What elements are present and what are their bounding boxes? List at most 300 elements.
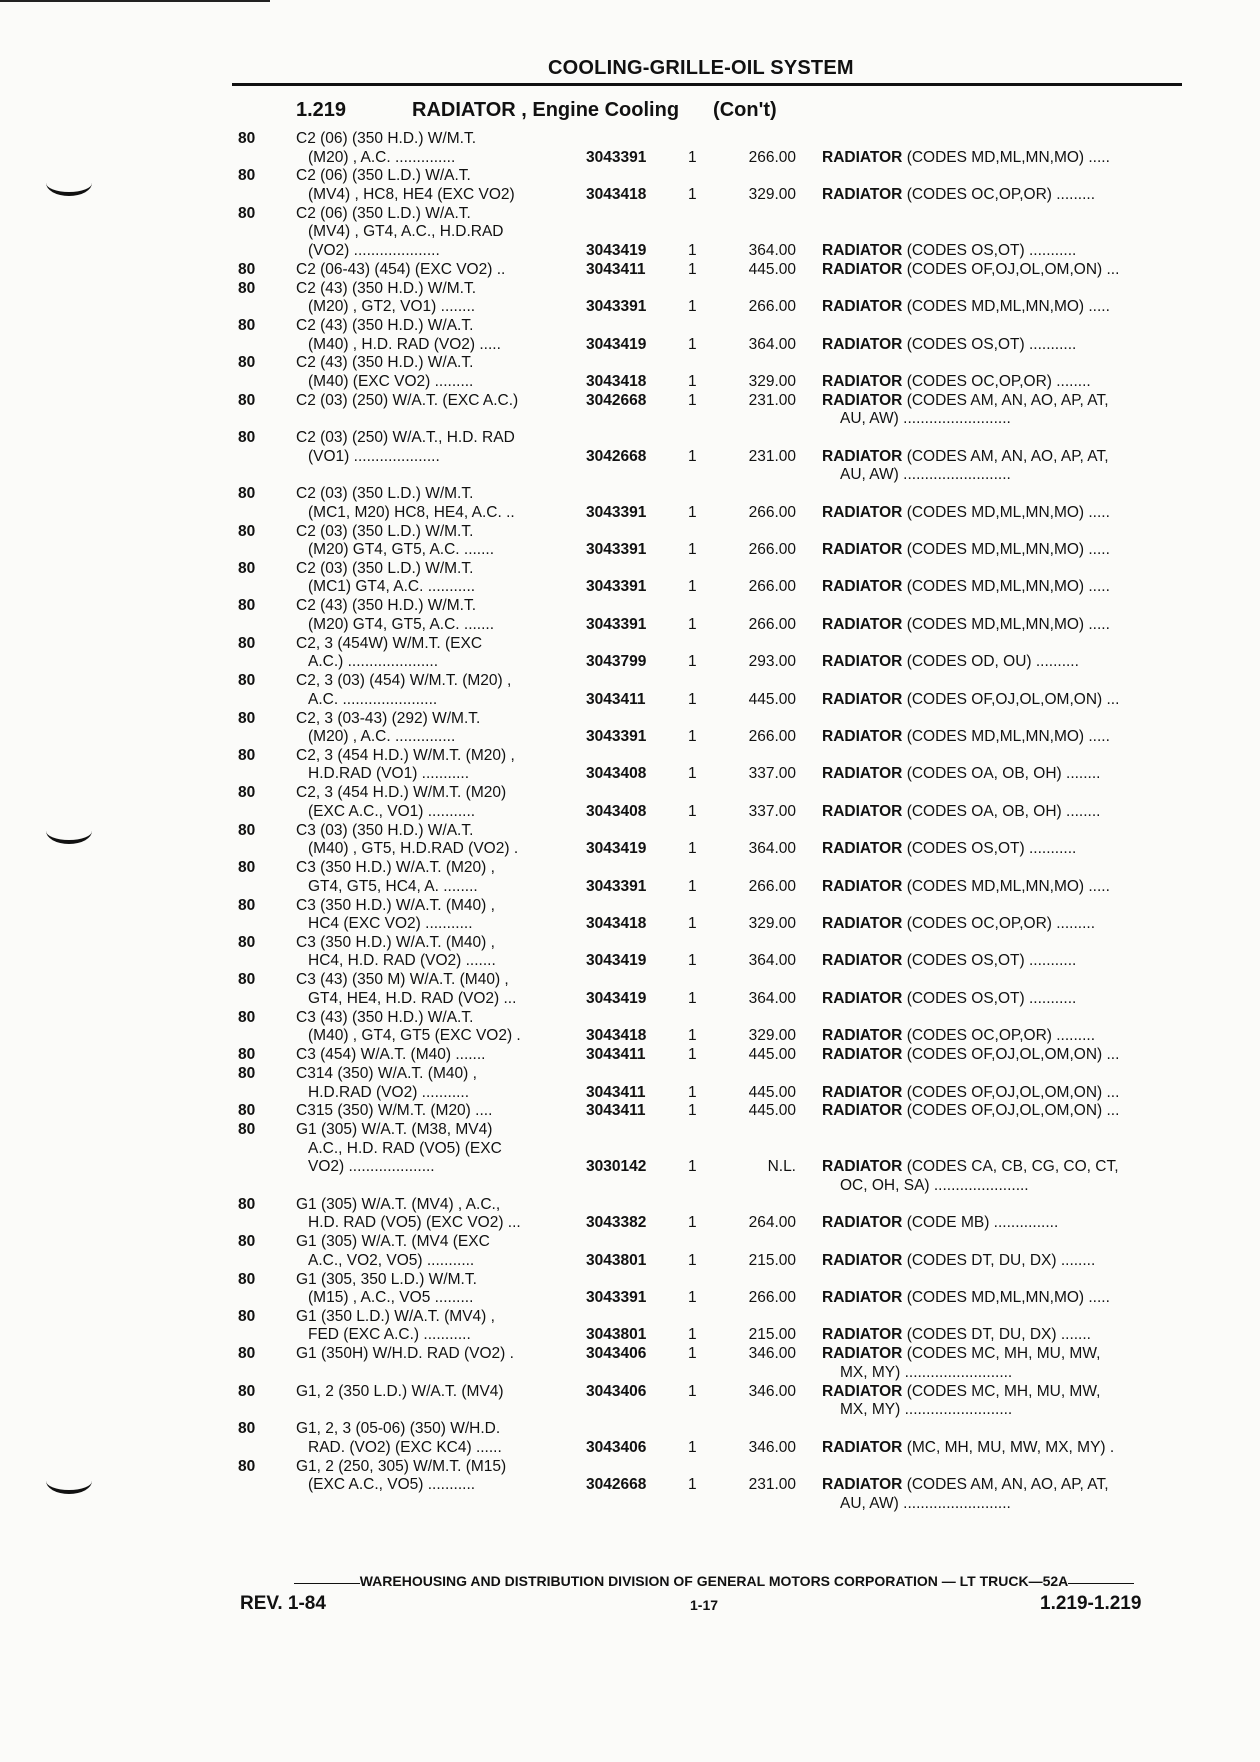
figure-number: 80 bbox=[238, 1345, 256, 1363]
quantity: 1 bbox=[688, 1251, 697, 1269]
description bbox=[296, 1046, 582, 1065]
price: 266.00 bbox=[748, 728, 796, 745]
part-name-line bbox=[822, 691, 1184, 710]
part-name-bold: RADIATOR bbox=[822, 185, 903, 203]
part-number: 3043391 bbox=[586, 615, 647, 633]
price: 266.00 bbox=[748, 1289, 796, 1306]
part-name-line bbox=[822, 653, 1184, 672]
description-line: (M20) , A.C. .............. bbox=[308, 148, 456, 166]
quantity: 1 bbox=[688, 915, 697, 932]
part-codes: (CODES MD,ML,MN,MO) ..... bbox=[906, 541, 1110, 558]
description bbox=[296, 1383, 582, 1402]
part-name-bold: RADIATOR bbox=[822, 241, 903, 259]
part-name-line bbox=[822, 373, 1184, 392]
quantity: 1 bbox=[688, 728, 697, 745]
part-name-bold: RADIATOR bbox=[822, 1382, 903, 1400]
part-number: 3043382 bbox=[586, 1214, 647, 1232]
figure-number: 80 bbox=[238, 709, 256, 727]
part-codes: (CODES MD,ML,MN,MO) ..... bbox=[906, 148, 1110, 166]
description bbox=[296, 1420, 582, 1457]
figure-number: 80 bbox=[238, 130, 256, 147]
description-line: G1, 2 (350 L.D.) W/A.T. (MV4) bbox=[296, 1382, 504, 1400]
part-codes: (CODES MD,ML,MN,MO) ..... bbox=[906, 503, 1110, 521]
part-codes-continued: MX, MY) ......................... bbox=[840, 1401, 1013, 1419]
part-number: 3030142 bbox=[586, 1158, 647, 1176]
part-codes: (CODES MC, MH, MU, MW, bbox=[906, 1345, 1101, 1363]
part-codes-continued: AU, AW) ......................... bbox=[840, 410, 1011, 428]
part-name-bold: RADIATOR bbox=[822, 915, 903, 932]
description bbox=[296, 822, 582, 859]
part-name bbox=[822, 691, 1184, 710]
description-line: A.C., VO2, VO5) ........... bbox=[308, 1251, 475, 1269]
part-name-line bbox=[822, 1046, 1184, 1065]
part-name-bold: RADIATOR bbox=[822, 1438, 903, 1456]
description-line: C3 (454) W/A.T. (M40) ....... bbox=[296, 1046, 486, 1064]
price: 445.00 bbox=[748, 1102, 796, 1120]
part-name-bold: RADIATOR bbox=[822, 989, 903, 1007]
description-line: G1 (350 L.D.) W/A.T. (MV4) , bbox=[296, 1307, 495, 1325]
description-line: G1 (305) W/A.T. (MV4 (EXC bbox=[296, 1233, 490, 1251]
quantity: 1 bbox=[688, 877, 697, 895]
part-name-bold: RADIATOR bbox=[822, 541, 903, 558]
figure-number: 80 bbox=[238, 485, 256, 503]
price: 445.00 bbox=[748, 1083, 796, 1101]
part-name-bold: RADIATOR bbox=[822, 1326, 903, 1344]
part-codes: (CODES OS,OT) ........... bbox=[906, 335, 1077, 353]
figure-number: 80 bbox=[238, 1457, 256, 1475]
part-name-line bbox=[822, 186, 1184, 205]
part-codes: (CODES OS,OT) ........... bbox=[906, 989, 1077, 1007]
description-line: C3 (43) (350 H.D.) W/A.T. bbox=[296, 1008, 474, 1026]
part-name-bold: RADIATOR bbox=[822, 1046, 903, 1064]
part-number: 3043801 bbox=[586, 1326, 647, 1344]
description-line: (VO2) .................... bbox=[308, 241, 440, 259]
price: 231.00 bbox=[748, 447, 796, 465]
part-name bbox=[822, 653, 1184, 672]
binder-hole-mark bbox=[46, 818, 92, 844]
part-name-line bbox=[822, 990, 1184, 1009]
part-codes: (MC, MH, MU, MW, MX, MY) . bbox=[906, 1438, 1115, 1456]
section-number: 1.219 bbox=[296, 99, 347, 121]
description-line: (MC1) GT4, A.C. ........... bbox=[308, 578, 476, 596]
figure-number: 80 bbox=[238, 354, 256, 372]
figure-number: 80 bbox=[238, 896, 256, 914]
part-number: 3043799 bbox=[586, 653, 647, 671]
part-name bbox=[822, 149, 1184, 168]
part-name bbox=[822, 298, 1184, 317]
part-name-line bbox=[822, 448, 1184, 467]
part-codes: (CODES MD,ML,MN,MO) ..... bbox=[906, 578, 1110, 596]
description-line: (M20) , A.C. .............. bbox=[308, 728, 456, 745]
price: N.L. bbox=[767, 1158, 796, 1176]
part-number: 3043406 bbox=[586, 1382, 647, 1400]
description-line: (EXC A.C., VO5) ........... bbox=[308, 1476, 476, 1493]
quantity: 1 bbox=[688, 185, 697, 203]
part-name-bold: RADIATOR bbox=[822, 840, 903, 858]
part-number: 3043419 bbox=[586, 335, 647, 353]
part-name-line bbox=[822, 541, 1184, 560]
section-range: 1.219-1.219 bbox=[1040, 1593, 1142, 1614]
part-name-line bbox=[822, 878, 1184, 897]
part-name-bold: RADIATOR bbox=[822, 1158, 903, 1176]
description-line: (M40) (EXC VO2) ......... bbox=[308, 372, 474, 390]
description-line: A.C.) ..................... bbox=[308, 653, 439, 671]
part-number: 3043408 bbox=[586, 765, 647, 783]
part-name-line bbox=[822, 803, 1184, 822]
figure-number: 80 bbox=[238, 260, 256, 278]
description-line: C2 (06) (350 L.D.) W/A.T. bbox=[296, 204, 471, 222]
figure-number: 80 bbox=[238, 746, 256, 764]
description bbox=[296, 710, 582, 747]
description-line: (EXC A.C., VO1) ........... bbox=[308, 802, 476, 820]
description-line: C315 (350) W/M.T. (M20) .... bbox=[296, 1102, 493, 1120]
section-continued: (Con't) bbox=[713, 99, 777, 121]
description-line: HC4 (EXC VO2) ........... bbox=[308, 915, 473, 932]
description bbox=[296, 971, 582, 1008]
figure-number: 80 bbox=[238, 1065, 256, 1082]
figure-number: 80 bbox=[238, 1008, 256, 1026]
footer-division-text: WAREHOUSING AND DISTRIBUTION DIVISION OF GENERAL MOTORS CORPORATION — LT TRUCK—52A bbox=[359, 1573, 1069, 1589]
part-name-bold: RADIATOR bbox=[822, 728, 903, 745]
part-codes: (CODES OS,OT) ........... bbox=[906, 952, 1077, 970]
part-name bbox=[822, 616, 1184, 635]
part-name-line bbox=[822, 915, 1184, 934]
description-line: (M40) , GT4, GT5 (EXC VO2) . bbox=[308, 1027, 521, 1045]
description bbox=[296, 934, 582, 971]
description-line: VO2) .................... bbox=[308, 1158, 435, 1176]
part-name-line bbox=[822, 616, 1184, 635]
quantity: 1 bbox=[688, 335, 697, 353]
description-line: C314 (350) W/A.T. (M40) , bbox=[296, 1065, 477, 1082]
part-name-line bbox=[822, 1289, 1184, 1308]
part-name-line bbox=[822, 1158, 1184, 1177]
description-line: H.D. RAD (VO5) (EXC VO2) ... bbox=[308, 1214, 521, 1232]
part-name-bold: RADIATOR bbox=[822, 447, 903, 465]
description bbox=[296, 130, 582, 167]
quantity: 1 bbox=[688, 952, 697, 970]
part-codes: (CODES OC,OP,OR) ......... bbox=[906, 1027, 1096, 1045]
figure-number: 80 bbox=[238, 391, 256, 409]
part-codes: (CODES MD,ML,MN,MO) ..... bbox=[906, 877, 1110, 895]
figure-number: 80 bbox=[238, 429, 256, 447]
description-line: (MV4) , GT4, A.C., H.D.RAD bbox=[308, 223, 504, 241]
part-name bbox=[822, 1027, 1184, 1046]
price: 346.00 bbox=[748, 1382, 796, 1400]
part-name-bold: RADIATOR bbox=[822, 877, 903, 895]
part-codes: (CODES OF,OJ,OL,OM,ON) ... bbox=[906, 690, 1120, 708]
part-name bbox=[822, 840, 1184, 859]
part-name-bold: RADIATOR bbox=[822, 615, 903, 633]
part-name-bold: RADIATOR bbox=[822, 1251, 903, 1269]
description bbox=[296, 784, 582, 821]
part-number: 3043391 bbox=[586, 1289, 647, 1306]
price: 329.00 bbox=[748, 915, 796, 932]
quantity: 1 bbox=[688, 1046, 697, 1064]
part-name-line bbox=[822, 392, 1184, 411]
description-line: C2 (43) (350 H.D.) W/M.T. bbox=[296, 597, 476, 615]
part-codes: (CODES MD,ML,MN,MO) ..... bbox=[906, 1289, 1110, 1306]
quantity: 1 bbox=[688, 1102, 697, 1120]
part-name-bold: RADIATOR bbox=[822, 260, 903, 278]
part-name-line bbox=[822, 504, 1184, 523]
part-name bbox=[822, 1383, 1184, 1420]
figure-number: 80 bbox=[238, 821, 256, 839]
part-codes: (CODE MB) ............... bbox=[906, 1214, 1059, 1232]
part-name-bold: RADIATOR bbox=[822, 391, 903, 409]
description bbox=[296, 1458, 582, 1495]
description-line: G1, 2, 3 (05-06) (350) W/H.D. bbox=[296, 1420, 501, 1438]
quantity: 1 bbox=[688, 1158, 697, 1176]
description bbox=[296, 1009, 582, 1046]
part-name-line bbox=[822, 336, 1184, 355]
part-codes: (CODES OC,OP,OR) ......... bbox=[906, 915, 1096, 932]
part-codes: (CODES OF,OJ,OL,OM,ON) ... bbox=[906, 1083, 1120, 1101]
part-name-bold: RADIATOR bbox=[822, 372, 903, 390]
part-name bbox=[822, 373, 1184, 392]
description-line: A.C. ...................... bbox=[308, 690, 438, 708]
price: 231.00 bbox=[748, 391, 796, 409]
figure-number: 80 bbox=[238, 167, 256, 185]
part-codes: (CODES AM, AN, AO, AP, AT, bbox=[906, 447, 1109, 465]
part-name-bold: RADIATOR bbox=[822, 653, 903, 671]
figure-number: 80 bbox=[238, 784, 256, 802]
figure-number: 80 bbox=[238, 597, 256, 615]
figure-number: 80 bbox=[238, 933, 256, 951]
part-number: 3043391 bbox=[586, 148, 647, 166]
description-line: C3 (03) (350 H.D.) W/A.T. bbox=[296, 821, 474, 839]
part-number: 3043391 bbox=[586, 298, 647, 316]
description bbox=[296, 597, 582, 634]
description bbox=[296, 317, 582, 354]
part-name-line bbox=[822, 261, 1184, 280]
part-name-line bbox=[822, 1084, 1184, 1103]
quantity: 1 bbox=[688, 1214, 697, 1232]
part-name-line bbox=[822, 840, 1184, 859]
part-codes: (CODES OF,OJ,OL,OM,ON) ... bbox=[906, 260, 1120, 278]
part-number: 3043391 bbox=[586, 728, 647, 745]
description bbox=[296, 859, 582, 896]
description-line: (M20) GT4, GT5, A.C. ....... bbox=[308, 541, 495, 558]
part-number: 3043419 bbox=[586, 989, 647, 1007]
part-codes: (CODES OS,OT) ........... bbox=[906, 241, 1077, 259]
price: 445.00 bbox=[748, 1046, 796, 1064]
figure-number: 80 bbox=[238, 279, 256, 297]
part-name bbox=[822, 952, 1184, 971]
part-name bbox=[822, 1476, 1184, 1513]
quantity: 1 bbox=[688, 578, 697, 596]
part-number: 3043406 bbox=[586, 1438, 647, 1456]
description bbox=[296, 392, 582, 411]
figure-number: 80 bbox=[238, 1420, 256, 1438]
description-line: C2, 3 (454 H.D.) W/M.T. (M20) bbox=[296, 784, 507, 802]
quantity: 1 bbox=[688, 1382, 697, 1400]
part-number: 3043419 bbox=[586, 241, 647, 259]
part-name bbox=[822, 578, 1184, 597]
description-line: C2 (03) (350 L.D.) W/M.T. bbox=[296, 485, 474, 503]
figure-number: 80 bbox=[238, 1046, 256, 1064]
part-name bbox=[822, 915, 1184, 934]
section-name: RADIATOR bbox=[412, 99, 516, 121]
description-line: C2 (43) (350 H.D.) W/M.T. bbox=[296, 279, 476, 297]
binder-hole-mark bbox=[46, 1468, 92, 1494]
part-name-line bbox=[822, 1345, 1184, 1364]
part-name-bold: RADIATOR bbox=[822, 690, 903, 708]
description-line: H.D.RAD (VO2) ........... bbox=[308, 1083, 470, 1101]
part-name bbox=[822, 1289, 1184, 1308]
part-codes: (CODES MD,ML,MN,MO) ..... bbox=[906, 728, 1110, 745]
part-codes: (CODES AM, AN, AO, AP, AT, bbox=[906, 1476, 1109, 1493]
price: 266.00 bbox=[748, 615, 796, 633]
quantity: 1 bbox=[688, 1289, 697, 1306]
part-name-line bbox=[822, 1252, 1184, 1271]
description-line: C3 (350 H.D.) W/A.T. (M40) , bbox=[296, 896, 495, 914]
figure-number: 80 bbox=[238, 672, 256, 690]
description-line: G1, 2 (250, 305) W/M.T. (M15) bbox=[296, 1457, 507, 1475]
price: 445.00 bbox=[748, 260, 796, 278]
part-name-bold: RADIATOR bbox=[822, 148, 903, 166]
description bbox=[296, 1121, 582, 1177]
part-name-bold: RADIATOR bbox=[822, 1476, 903, 1493]
part-name-bold: RADIATOR bbox=[822, 335, 903, 353]
description bbox=[296, 747, 582, 784]
figure-number: 80 bbox=[238, 522, 256, 540]
part-name bbox=[822, 765, 1184, 784]
price: 364.00 bbox=[748, 335, 796, 353]
part-name-line bbox=[822, 149, 1184, 168]
figure-number: 80 bbox=[238, 559, 256, 577]
quantity: 1 bbox=[688, 1345, 697, 1363]
description bbox=[296, 1308, 582, 1345]
quantity: 1 bbox=[688, 653, 697, 671]
description-line: C2, 3 (454W) W/M.T. (EXC bbox=[296, 634, 483, 652]
part-name-bold: RADIATOR bbox=[822, 1214, 903, 1232]
description bbox=[296, 1196, 582, 1233]
part-name-bold: RADIATOR bbox=[822, 1102, 903, 1120]
price: 266.00 bbox=[748, 578, 796, 596]
footer-division bbox=[246, 1573, 1182, 1589]
part-name bbox=[822, 336, 1184, 355]
part-number: 3043411 bbox=[586, 690, 646, 708]
description-line: C2 (06) (350 L.D.) W/A.T. bbox=[296, 167, 471, 185]
part-codes: (CODES MD,ML,MN,MO) ..... bbox=[906, 298, 1110, 316]
figure-number: 80 bbox=[238, 1307, 256, 1325]
figure-number: 80 bbox=[238, 1270, 256, 1288]
description bbox=[296, 897, 582, 934]
part-codes: (CODES AM, AN, AO, AP, AT, bbox=[906, 391, 1109, 409]
price: 329.00 bbox=[748, 185, 796, 203]
part-codes-continued: OC, OH, SA) ...................... bbox=[840, 1176, 1029, 1194]
description-line: (M20) , GT2, VO1) ........ bbox=[308, 298, 476, 316]
price: 337.00 bbox=[748, 802, 796, 820]
description-line: G1 (305, 350 L.D.) W/M.T. bbox=[296, 1270, 477, 1288]
part-codes: (CODES DT, DU, DX) ....... bbox=[906, 1326, 1091, 1344]
section-heading bbox=[296, 99, 777, 122]
footer-rule-left bbox=[294, 1583, 360, 1584]
binder-hole-mark bbox=[46, 170, 92, 196]
part-codes-continued: AU, AW) ......................... bbox=[840, 1494, 1011, 1512]
part-name bbox=[822, 541, 1184, 560]
part-number: 3043418 bbox=[586, 185, 647, 203]
part-name-bold: RADIATOR bbox=[822, 1083, 903, 1101]
part-name bbox=[822, 1214, 1184, 1233]
description-line: G1 (305) W/A.T. (M38, MV4) bbox=[296, 1121, 493, 1139]
part-name-bold: RADIATOR bbox=[822, 1289, 903, 1306]
part-name bbox=[822, 1326, 1184, 1345]
part-codes: (CODES MC, MH, MU, MW, bbox=[906, 1382, 1101, 1400]
figure-number: 80 bbox=[238, 634, 256, 652]
description bbox=[296, 1271, 582, 1308]
part-name-line bbox=[822, 765, 1184, 784]
part-name bbox=[822, 803, 1184, 822]
description-line: C3 (350 H.D.) W/A.T. (M40) , bbox=[296, 933, 495, 951]
description-line: C2, 3 (03) (454) W/M.T. (M20) , bbox=[296, 672, 512, 690]
price: 364.00 bbox=[748, 840, 796, 858]
description-line: (M20) GT4, GT5, A.C. ....... bbox=[308, 615, 495, 633]
part-name bbox=[822, 1084, 1184, 1103]
description bbox=[296, 560, 582, 597]
part-name-line bbox=[822, 1476, 1184, 1495]
part-name bbox=[822, 1345, 1184, 1382]
quantity: 1 bbox=[688, 989, 697, 1007]
figure-number: 80 bbox=[238, 1195, 256, 1213]
part-number: 3043801 bbox=[586, 1251, 647, 1269]
figure-number: 80 bbox=[238, 1102, 256, 1120]
part-number: 3043406 bbox=[586, 1345, 647, 1363]
section-subname: , Engine Cooling bbox=[521, 99, 680, 121]
part-number: 3043419 bbox=[586, 952, 647, 970]
description bbox=[296, 1233, 582, 1270]
part-name-line bbox=[822, 242, 1184, 261]
part-number: 3043411 bbox=[586, 1046, 646, 1064]
quantity: 1 bbox=[688, 503, 697, 521]
part-codes: (CODES OF,OJ,OL,OM,ON) ... bbox=[906, 1102, 1120, 1120]
price: 346.00 bbox=[748, 1438, 796, 1456]
price: 215.00 bbox=[748, 1326, 796, 1344]
part-number: 3043418 bbox=[586, 372, 647, 390]
description-line: (M40) , GT5, H.D.RAD (VO2) . bbox=[308, 840, 519, 858]
description-line: HC4, H.D. RAD (VO2) ....... bbox=[308, 952, 496, 970]
description bbox=[296, 280, 582, 317]
description-line: C2 (03) (250) W/A.T., H.D. RAD bbox=[296, 429, 515, 447]
price: 266.00 bbox=[748, 503, 796, 521]
part-name-line bbox=[822, 1214, 1184, 1233]
quantity: 1 bbox=[688, 298, 697, 316]
part-number: 3043418 bbox=[586, 1027, 647, 1045]
price: 231.00 bbox=[748, 1476, 796, 1493]
description-line: (M40) , H.D. RAD (VO2) ..... bbox=[308, 335, 501, 353]
quantity: 1 bbox=[688, 615, 697, 633]
quantity: 1 bbox=[688, 1027, 697, 1045]
price: 215.00 bbox=[748, 1251, 796, 1269]
description bbox=[296, 261, 582, 280]
price: 266.00 bbox=[748, 148, 796, 166]
price: 364.00 bbox=[748, 952, 796, 970]
description-line: RAD. (VO2) (EXC KC4) ...... bbox=[308, 1438, 502, 1456]
figure-number: 80 bbox=[238, 1382, 256, 1400]
description-line: GT4, GT5, HC4, A. ........ bbox=[308, 877, 478, 895]
description-line: H.D.RAD (VO1) ........... bbox=[308, 765, 470, 783]
description bbox=[296, 167, 582, 204]
part-name bbox=[822, 261, 1184, 280]
description-line: G1 (305) W/A.T. (MV4) , A.C., bbox=[296, 1195, 501, 1213]
part-codes: (CODES OC,OP,OR) ........ bbox=[906, 372, 1091, 390]
price: 266.00 bbox=[748, 877, 796, 895]
description-line: C2 (43) (350 H.D.) W/A.T. bbox=[296, 317, 474, 334]
price: 266.00 bbox=[748, 541, 796, 558]
description bbox=[296, 635, 582, 672]
quantity: 1 bbox=[688, 541, 697, 558]
part-number: 3043391 bbox=[586, 541, 647, 558]
